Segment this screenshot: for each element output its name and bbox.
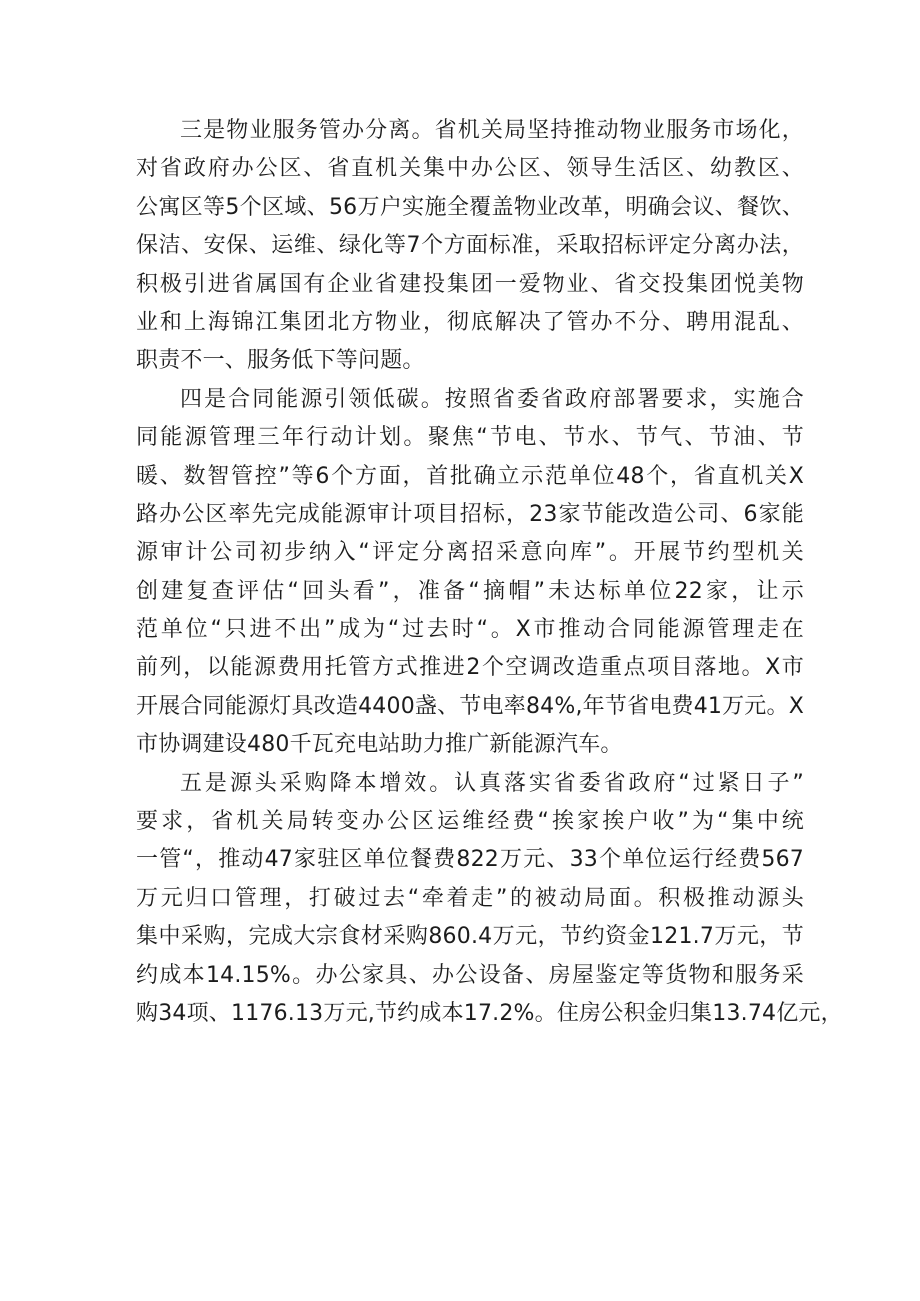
text-line: 创建复查评估“回头看”，准备“摘帽”未达标单位22家，让示 [136, 578, 804, 604]
text-line: 三是物业服务管办分离。省机关局坚持推动物业服务市场化， [180, 118, 804, 143]
text-line: 四是合同能源引领低碳。按照省委省政府部署要求，实施合 [180, 386, 804, 412]
paragraph [136, 381, 804, 765]
text-line: 五是源头采购降本增效。认真落实省委省政府“过紧日子” [180, 770, 804, 796]
text-line: 路办公区率先完成能源审计项目招标，23家节能改造公司、6家能 [136, 501, 804, 527]
text-line: 购34项、1176.13万元,节约成本17.2%。住房公积金归集13.74亿元， [136, 1000, 843, 1026]
text-line: 源审计公司初步纳入“评定分离招采意向库”。开展节约型机关 [136, 540, 804, 566]
text-line: 保洁、安保、运维、绿化等7个方面标准，采取招标评定分离办法， [136, 233, 804, 259]
paragraph [136, 765, 843, 1034]
text-line: 集中采购，完成大宗食材采购860.4万元，节约资金121.7万元，节 [136, 924, 804, 950]
text-line: 积极引进省属国有企业省建投集团一爱物业、省交投集团悦美物 [136, 271, 804, 297]
text-line: 范单位“只进不出”成为“过去时“。X市推动合同能源管理走在 [136, 617, 804, 643]
text-line: 前列，以能源费用托管方式推进2个空调改造重点项目落地。X市 [136, 655, 804, 681]
body-text [136, 112, 843, 1033]
text-line: 公寓区等5个区域、56万户实施全覆盖物业改革，明确会议、餐饮、 [136, 194, 804, 220]
text-line: 同能源管理三年行动计划。聚焦“节电、节水、节气、节油、节 [136, 425, 804, 451]
text-line: 要求，省机关局转变办公区运维经费“挨家挨户收”为“集中统 [136, 809, 804, 835]
text-line: 开展合同能源灯具改造4400盏、节电率84%,年节省电费41万元。X [136, 693, 804, 719]
text-line: 约成本14.15%。办公家具、办公设备、房屋鉴定等货物和服务采 [136, 962, 804, 988]
text-line: 暖、数智管控”等6个方面，首批确立示范单位48个，省直机关X [136, 463, 804, 489]
text-line: 万元归口管理，打破过去“牵着走”的被动局面。积极推动源头 [136, 885, 804, 911]
paragraph [136, 112, 804, 381]
text-line: 一管“，推动47家驻区单位餐费822万元、33个单位运行经费567 [136, 847, 804, 873]
text-line: 职责不一、服务低下等问题。 [136, 348, 425, 374]
text-line: 市协调建设480千瓦充电站助力推广新能源汽车。 [136, 732, 623, 758]
text-line: 对省政府办公区、省直机关集中办公区、领导生活区、幼教区、 [136, 156, 804, 182]
text-line: 业和上海锦江集团北方物业，彻底解决了管办不分、聘用混乱、 [136, 309, 804, 335]
